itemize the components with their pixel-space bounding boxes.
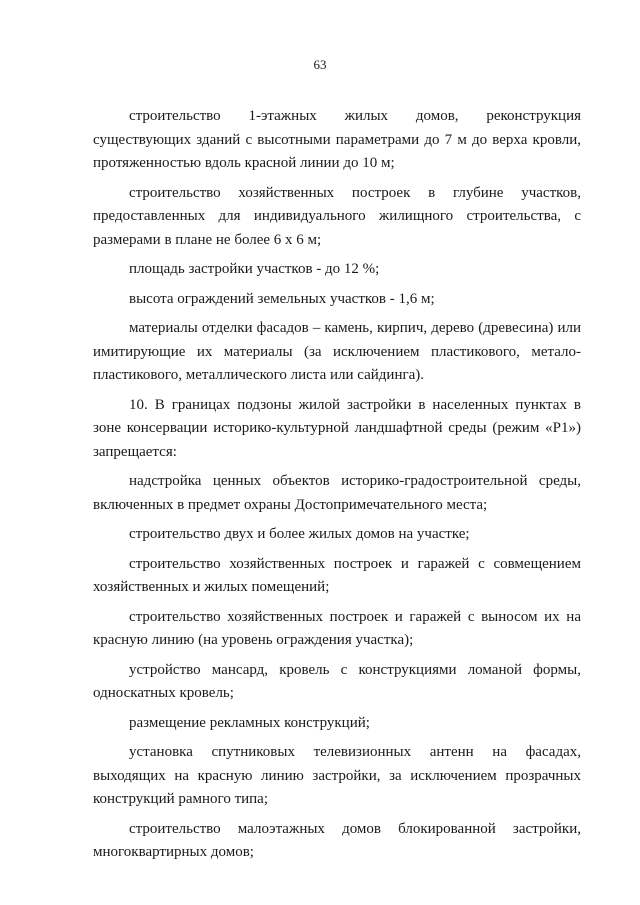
paragraph-two-houses: строительство двух и более жилых домов на участке;: [129, 526, 470, 542]
paragraph-advertising: размещение рекламных конструкций;: [129, 714, 370, 731]
paragraph-section-10: 10. В границах подзоны жилой застройки в населенных пунктах в зоне консервации историко-культурной ландшафтной среды (режим «Р1») запрещается:: [93, 396, 581, 460]
paragraph-outbuildings: строительство хозяйственных построек в глубине участков, предоставленных для индивидуального жилищного строительства, с размерами в плане не более 6 х 6 м;: [93, 184, 581, 248]
paragraph-single-storey-construction: строительство 1-этажных жилых домов, реконструкция существующих зданий с высотными параметрами до 7 м до верха кровли, протяженностью вдоль красной линии до 10 м;: [93, 108, 581, 171]
paragraph-combined-outbuildings: строительство хозяйственных построек и гаражей с совмещением хозяйственных и жилых помещений;: [93, 555, 581, 595]
paragraph-satellite-antennas: установка спутниковых телевизионных антенн на фасадах, выходящих на красную линию застройки, за исключением прозрачных конструкций рамного типа;: [93, 744, 581, 807]
paragraph-building-area: площадь застройки участков - до 12 %;: [129, 261, 380, 277]
paragraph-facade-materials: материалы отделки фасадов – камень, кирпич, дерево (древесина) или имитирующие их материалы (за исключением пластикового, метало-пластикового, металлического листа или сайдинга).: [93, 320, 581, 383]
document-body: [93, 105, 581, 871]
paragraph-red-line-outbuildings: строительство хозяйственных построек и гаражей с выносом их на красную линию (на уровень ограждения участка);: [93, 608, 581, 648]
paragraph-fence-height: высота ограждений земельных участков - 1,6 м;: [129, 290, 435, 307]
paragraph-mansards: устройство мансард, кровель с конструкциями ломаной формы, односкатных кровель;: [93, 661, 581, 701]
page-number: 63: [313, 57, 327, 72]
paragraph-superstructure: надстройка ценных объектов историко-градостроительной среды, включенных в предмет охраны Достопримечательного места;: [93, 473, 581, 513]
paragraph-low-rise-houses: строительство малоэтажных домов блокированной застройки, многоквартирных домов;: [93, 820, 581, 860]
